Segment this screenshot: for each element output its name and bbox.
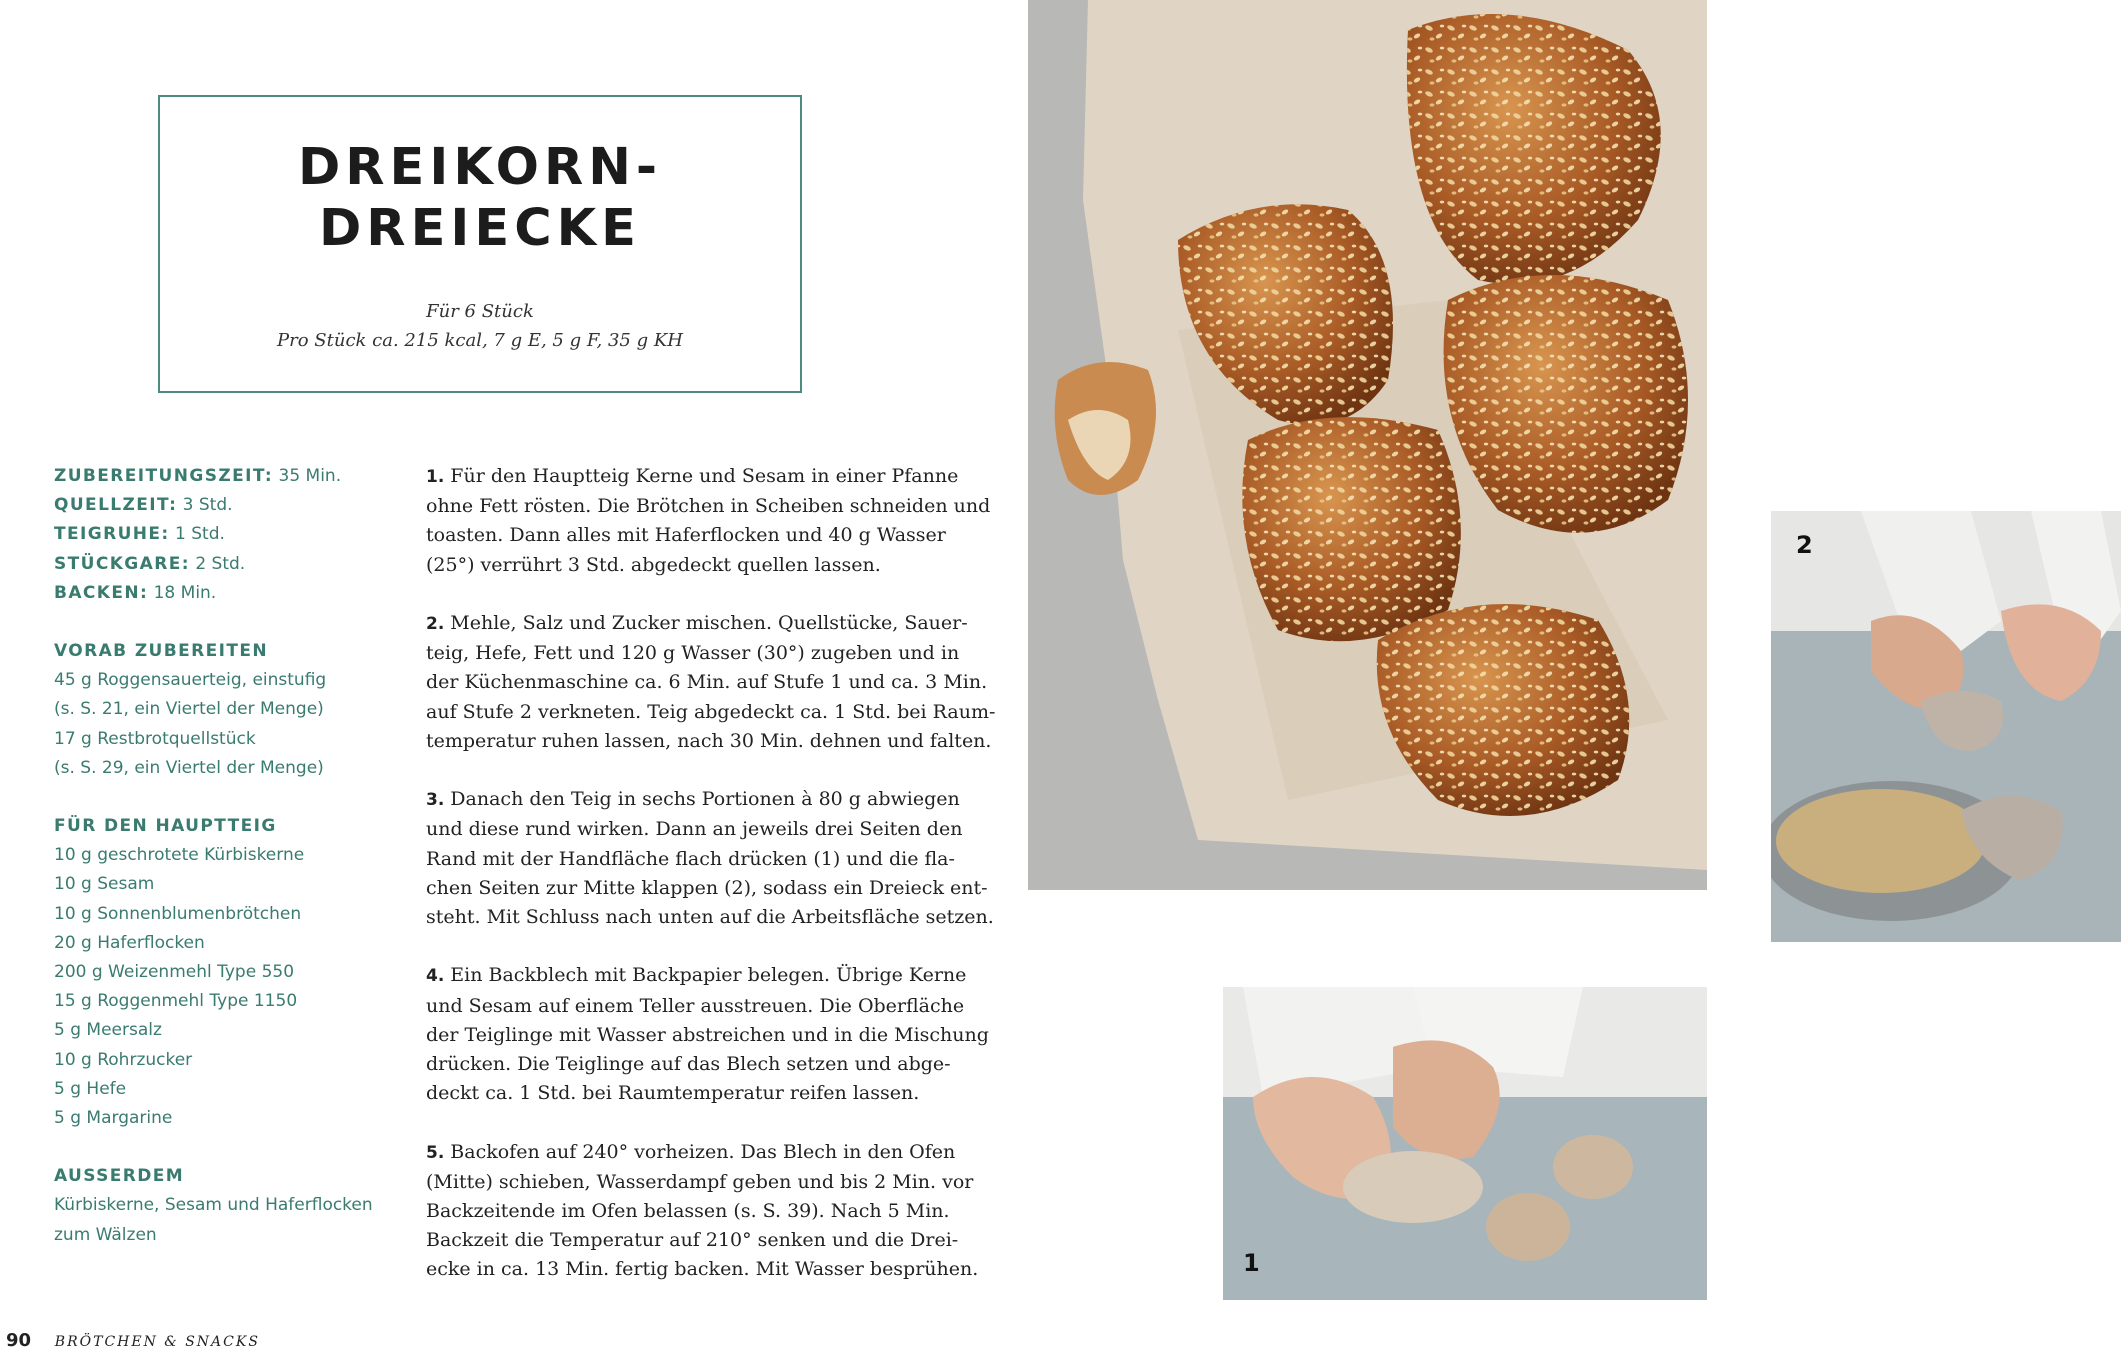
step-line: Mehle, Salz und Zucker mischen. Quellstücke, Sauer- <box>450 612 968 634</box>
meta-value: 2 Std. <box>195 553 246 574</box>
step-number: 2. <box>426 614 445 634</box>
pressing-illustration <box>1223 987 1707 1300</box>
meta-key: STÜCKGARE: <box>54 553 190 574</box>
ingredient-item: 5 g Meersalz <box>54 1020 162 1041</box>
step-3 <box>426 785 994 932</box>
step-line: Backzeitende im Ofen belassen (s. S. 39). Nach 5 Min. <box>426 1200 950 1223</box>
recipe-nutrition: Pro Stück ca. 215 kcal, 7 g E, 5 g F, 35 g KH <box>277 330 683 351</box>
ingredient-item: 17 g Restbrotquellstück <box>54 728 256 749</box>
step-line: der Teiglinge mit Wasser abstreichen und in die Mischung <box>426 1023 989 1046</box>
step-line: der Küchenmaschine ca. 6 Min. auf Stufe 1 und ca. 3 Min. <box>426 671 988 694</box>
ingredient-item: (s. S. 21, ein Viertel der Menge) <box>54 699 324 720</box>
meta-value: 18 Min. <box>153 582 217 603</box>
meta-value: 3 Std. <box>182 495 233 516</box>
step-number: 3. <box>426 790 445 811</box>
step-number: 4. <box>426 966 445 987</box>
ingredient-item: (s. S. 29, ein Viertel der Menge) <box>54 757 324 778</box>
step-number: 5. <box>426 1142 445 1163</box>
figure-label-2: 2 <box>1796 531 1813 559</box>
title-line-2: DREIECKE <box>318 199 642 258</box>
ingredient-item: 10 g Sesam <box>54 874 155 895</box>
section-heading-hauptteig: FÜR DEN HAUPTTEIG <box>54 816 277 837</box>
step-line: chen Seiten zur Mitte klappen (2), sodass ein Dreieck ent- <box>426 876 988 899</box>
step-number: 1. <box>426 467 445 487</box>
ingredient-item: 5 g Margarine <box>54 1108 173 1129</box>
section-name: BRÖTCHEN & SNACKS <box>54 1334 260 1350</box>
ingredient-item: 10 g Sonnenblumenbrötchen <box>54 903 302 924</box>
step-line: (Mitte) schieben, Wasserdampf geben und bis 2 Min. vor <box>426 1170 974 1193</box>
meta-row <box>54 520 384 549</box>
recipe-subtitle <box>160 297 800 355</box>
page-footer <box>6 1330 260 1352</box>
step-line: Backzeit die Temperatur auf 210° senken und die Drei- <box>426 1229 959 1252</box>
recipe-title <box>160 97 800 259</box>
step-photo-2 <box>1771 511 2121 942</box>
section-heading-vorab: VORAB ZUBEREITEN <box>54 641 268 662</box>
roll-center <box>1242 417 1461 641</box>
folding-illustration <box>1771 511 2121 942</box>
step-line: deckt ca. 1 Std. bei Raumtemperatur reifen lassen. <box>426 1082 920 1105</box>
meta-row <box>54 462 384 491</box>
step-line: ecke in ca. 13 Min. fertig backen. Mit Wasser besprühen. <box>426 1258 979 1281</box>
meta-row <box>54 550 384 579</box>
ingredient-item: 10 g geschrotete Kürbiskerne <box>54 845 305 866</box>
rolls-illustration <box>1028 0 1707 890</box>
figure-label-1: 1 <box>1243 1249 1260 1277</box>
title-box <box>158 95 802 393</box>
section-heading-ausserdem: AUSSERDEM <box>54 1166 185 1187</box>
instruction-steps <box>426 462 996 1314</box>
step-photo-1 <box>1223 987 1707 1300</box>
title-line-1: DREIKORN- <box>297 138 663 197</box>
meta-key: QUELLZEIT: <box>54 495 178 516</box>
meta-list <box>54 462 384 608</box>
meta-row <box>54 579 384 608</box>
meta-row <box>54 491 384 520</box>
step-line: drücken. Die Teiglinge auf das Blech setzen und abge- <box>426 1053 951 1076</box>
step-2 <box>426 609 996 756</box>
ingredient-item: 10 g Rohrzucker <box>54 1049 193 1070</box>
ingredients-sidebar <box>54 462 384 1250</box>
ingredient-item: 20 g Haferflocken <box>54 932 205 953</box>
page-number: 90 <box>6 1330 32 1351</box>
step-line: toasten. Dann alles mit Haferflocken und 40 g Wasser <box>426 524 946 547</box>
step-line: steht. Mit Schluss nach unten auf die Arbeitsfläche setzen. <box>426 906 994 929</box>
step-line: (25°) verrührt 3 Std. abgedeckt quellen lassen. <box>426 553 881 576</box>
step-line: temperatur ruhen lassen, nach 30 Min. dehnen und falten. <box>426 729 992 752</box>
recipe-yield: Für 6 Stück <box>426 301 534 322</box>
main-photo-rolls <box>1028 0 1707 890</box>
meta-key: ZUBEREITUNGSZEIT: <box>54 466 274 486</box>
step-5 <box>426 1138 979 1285</box>
meta-key: BACKEN: <box>54 582 149 603</box>
step-line: Ein Backblech mit Backpapier belegen. Übrige Kerne <box>450 964 967 987</box>
ingredient-item: 5 g Hefe <box>54 1078 127 1099</box>
step-line: auf Stufe 2 verkneten. Teig abgedeckt ca. 1 Std. bei Raum- <box>426 700 996 723</box>
meta-value: 35 Min. <box>278 466 342 486</box>
step-line: Backofen auf 240° vorheizen. Das Blech in den Ofen <box>450 1140 956 1163</box>
step-line: und diese rund wirken. Dann an jeweils drei Seiten den <box>426 818 963 841</box>
ingredient-item: zum Wälzen <box>54 1224 157 1245</box>
meta-value: 1 Std. <box>175 524 225 545</box>
ingredient-item: 15 g Roggenmehl Type 1150 <box>54 991 298 1012</box>
step-line: Danach den Teig in sechs Portionen à 80 g abwiegen <box>450 788 960 811</box>
ingredient-item: Kürbiskerne, Sesam und Haferflocken <box>54 1195 373 1216</box>
step-line: ohne Fett rösten. Die Brötchen in Scheiben schneiden und <box>426 495 991 518</box>
step-line: und Sesam auf einem Teller ausstreuen. Die Oberfläche <box>426 994 965 1017</box>
step-line: Rand mit der Handfläche flach drücken (1) und die fla- <box>426 847 955 870</box>
ingredient-item: 45 g Roggensauerteig, einstufig <box>54 670 327 691</box>
step-1 <box>426 462 991 580</box>
ingredient-item: 200 g Weizenmehl Type 550 <box>54 962 295 983</box>
step-line: teig, Hefe, Fett und 120 g Wasser (30°) zugeben und in <box>426 642 960 665</box>
meta-key: TEIGRUHE: <box>54 524 170 545</box>
step-4 <box>426 961 989 1108</box>
step-line: Für den Hauptteig Kerne und Sesam in einer Pfanne <box>450 465 959 487</box>
